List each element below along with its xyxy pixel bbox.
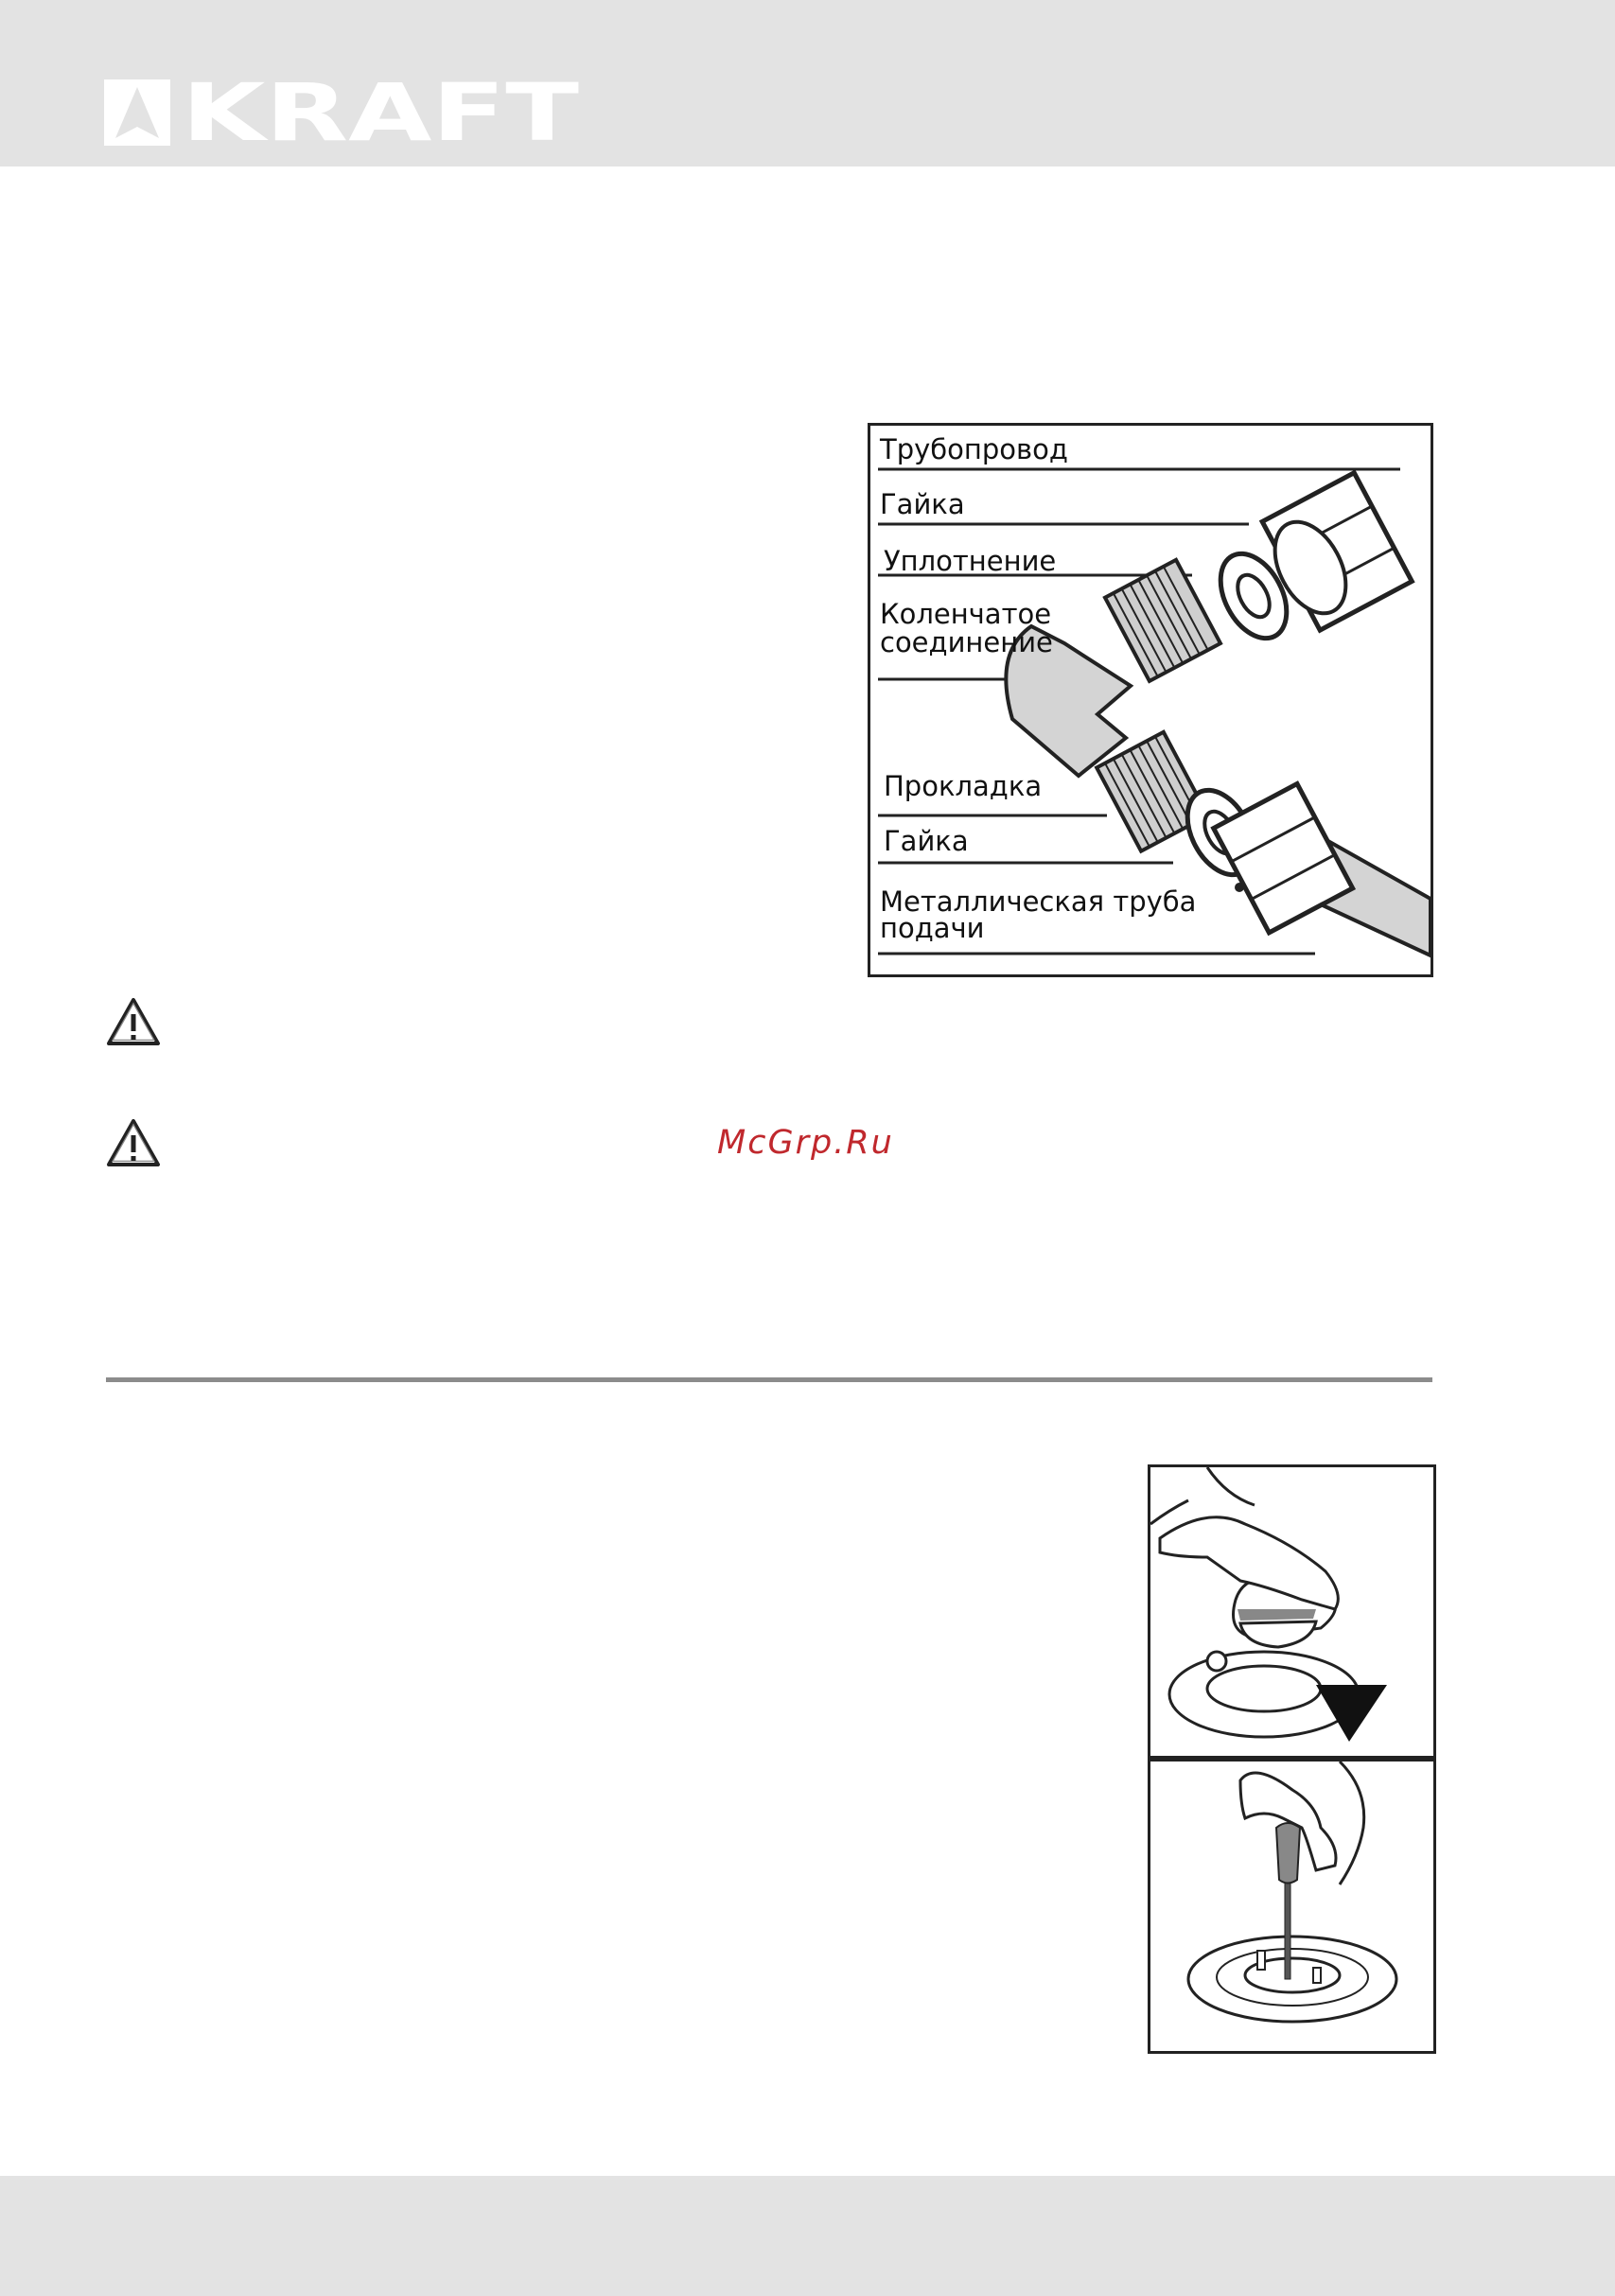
watermark: McGrp.Ru: [717, 1124, 894, 1162]
brand-wordmark: KRAFT: [182, 79, 579, 146]
kraft-logo: [104, 79, 582, 146]
warning-triangle-icon: [106, 1118, 161, 1167]
label-supply-line1: Металлическая труба: [880, 885, 1197, 918]
label-supply-line2: подачи: [880, 912, 985, 944]
pipe-connection-figure: [868, 423, 1433, 977]
label-elbow-line1: Коленчатое: [880, 598, 1052, 630]
burner-screwdriver-figure: [1148, 1759, 1436, 2054]
section-divider: [106, 1377, 1432, 1382]
label-nut-bottom: Гайка: [884, 825, 969, 857]
page-footer: [0, 2176, 1615, 2296]
label-elbow-line2: соединение: [880, 626, 1053, 658]
burner-cap-removal-figure: [1148, 1464, 1436, 1759]
label-gasket: Прокладка: [884, 770, 1043, 802]
label-nut-top: Гайка: [880, 488, 965, 520]
warning-triangle-icon: [106, 997, 161, 1046]
label-pipeline: Трубопровод: [880, 433, 1068, 465]
label-seal: Уплотнение: [884, 545, 1057, 577]
page-header: [0, 0, 1615, 167]
